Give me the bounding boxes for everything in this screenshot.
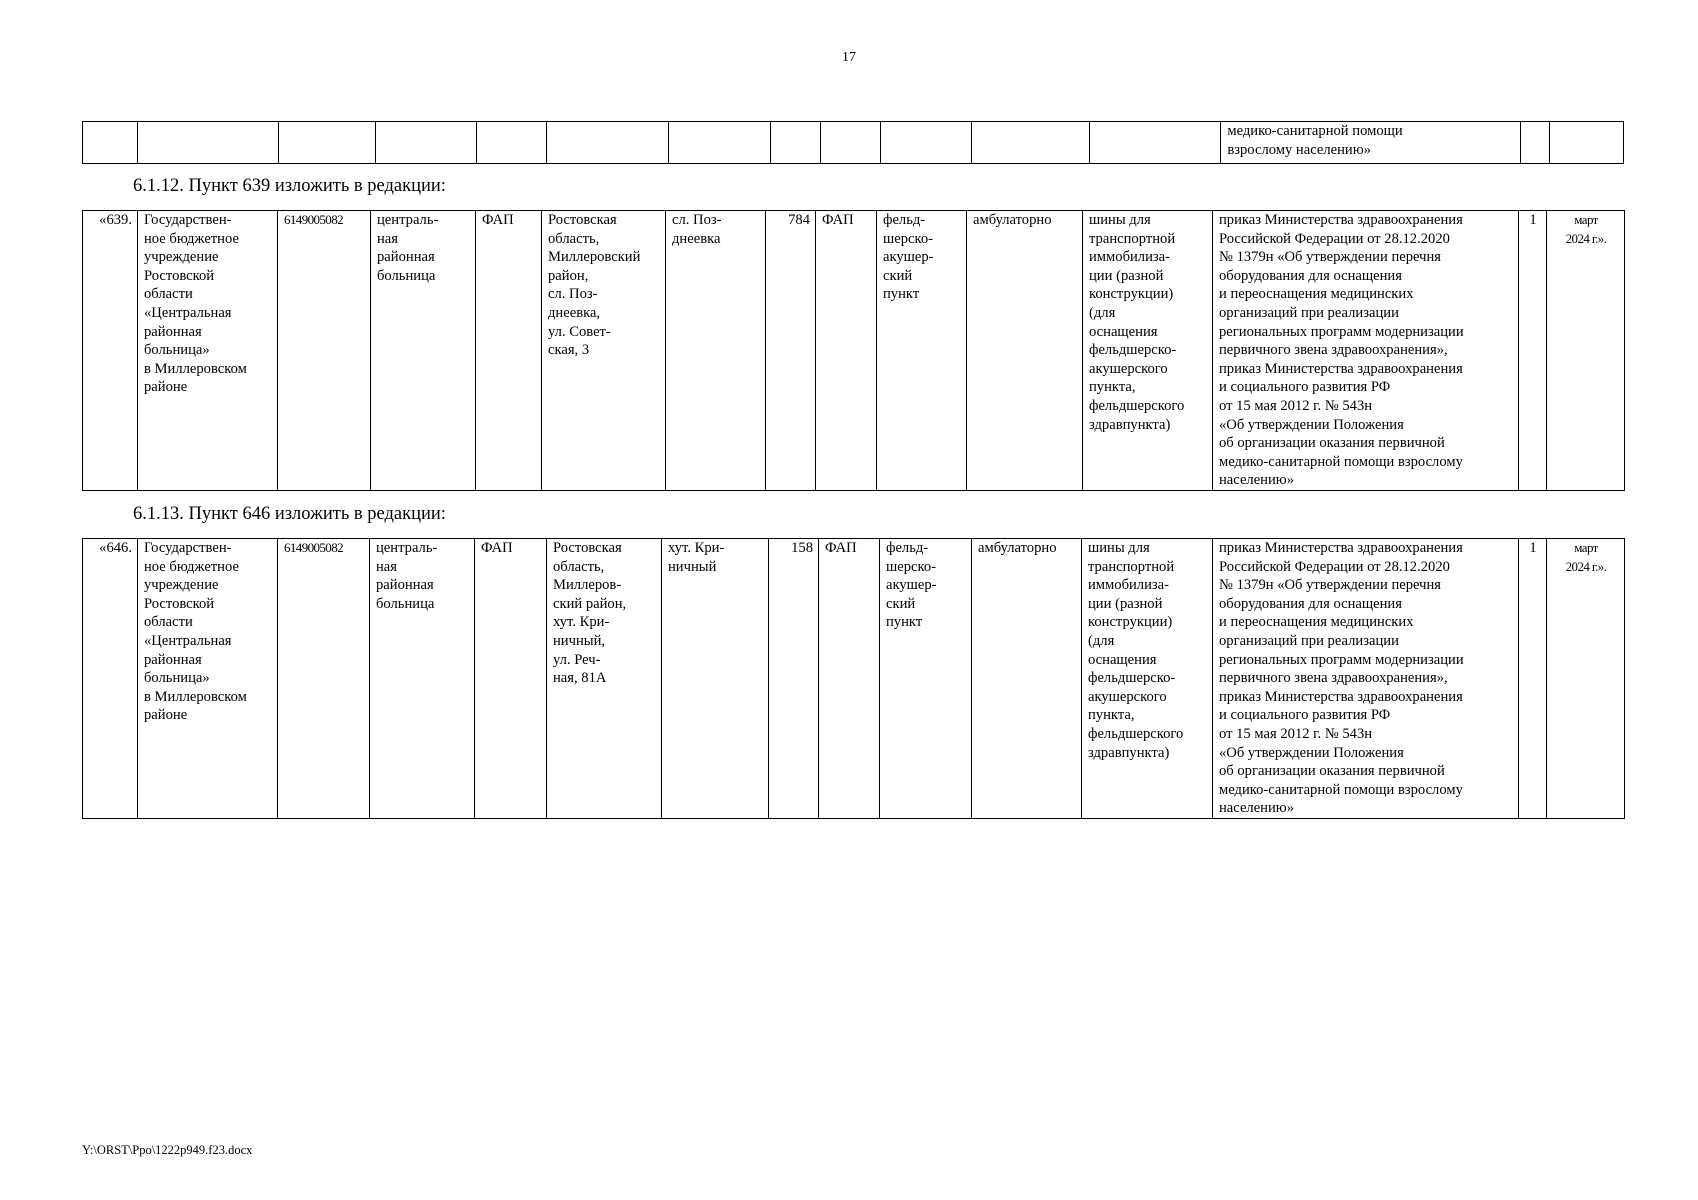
deadline: март 2024 г.». xyxy=(1565,540,1607,574)
page-number: 17 xyxy=(842,50,856,65)
organization-type: централь- ная районная больница xyxy=(377,212,439,284)
population: 158 xyxy=(791,540,813,556)
unit-type: ФАП xyxy=(482,212,514,228)
address: Ростовская область, Миллеров- ский район, хут. Кри- ничный, ул. Реч- ная, 81А xyxy=(553,540,627,687)
settlement: хут. Кри- ничный xyxy=(668,540,725,575)
table-row xyxy=(83,211,1625,491)
table-row xyxy=(83,122,1624,164)
section-heading-639: 6.1.12. Пункт 639 изложить в редакции: xyxy=(133,176,446,196)
legal-basis: приказ Министерства здравоохранения Российской Федерации от 28.12.2020 № 1379н «Об утверждении перечня оборудования для оснащения и переоснащения медицинских организаций при реализации региональных программ модернизации первичного звена здравоохранения», приказ Министерства здравоохранения и социального развития РФ от 15 мая 2012 г. № 543н «Об утверждении Положения об организации оказания первичной медико-санитарной помощи взрослому населению» xyxy=(1219,212,1464,489)
legal-basis-cell: медико-санитарной помощи взрослому населению» xyxy=(1227,123,1403,158)
care-form: амбулаторно xyxy=(973,212,1052,228)
inn-value: 6149005082 xyxy=(284,540,344,555)
section-heading-646: 6.1.13. Пункт 646 изложить в редакции: xyxy=(133,504,446,524)
address: Ростовская область, Миллеровский район, сл. Поз- днеевка, ул. Совет- ская, 3 xyxy=(548,212,641,359)
footer-file-path: Y:\ORST\Ppo\1222p949.f23.docx xyxy=(82,1143,253,1157)
unit-type: ФАП xyxy=(481,540,513,556)
unit-full-name: фельд- шерско- акушер- ский пункт xyxy=(886,540,937,631)
item-number: «646. xyxy=(99,540,132,556)
top-table-continuation xyxy=(82,121,1624,164)
deadline: март 2024 г.». xyxy=(1565,212,1607,246)
settlement: сл. Поз- днеевка xyxy=(672,212,722,247)
quantity: 1 xyxy=(1529,212,1537,228)
table-item-639 xyxy=(82,210,1625,491)
unit-short: ФАП xyxy=(825,540,857,556)
quantity: 1 xyxy=(1529,540,1537,556)
unit-short: ФАП xyxy=(822,212,854,228)
organization-name: Государствен- ное бюджетное учреждение Ростовской области «Центральная районная больница» в Миллеровском районе xyxy=(144,212,247,396)
population: 784 xyxy=(788,212,810,228)
equipment: шины для транспортной иммобилиза- ции (разной конструкции) (для оснащения фельдшерско- акушерского пункта, фельдшерского здравпункта) xyxy=(1089,212,1185,433)
unit-full-name: фельд- шерско- акушер- ский пункт xyxy=(883,212,934,303)
care-form: амбулаторно xyxy=(978,540,1057,556)
item-number: «639. xyxy=(99,212,132,228)
table-item-646 xyxy=(82,538,1625,819)
table-row xyxy=(83,539,1625,819)
organization-name: Государствен- ное бюджетное учреждение Ростовской области «Центральная районная больница» в Миллеровском районе xyxy=(144,540,247,724)
equipment: шины для транспортной иммобилиза- ции (разной конструкции) (для оснащения фельдшерско- акушерского пункта, фельдшерского здравпункта) xyxy=(1088,540,1184,761)
organization-type: централь- ная районная больница xyxy=(376,540,438,612)
inn-value: 6149005082 xyxy=(284,212,344,227)
legal-basis: приказ Министерства здравоохранения Российской Федерации от 28.12.2020 № 1379н «Об утверждении перечня оборудования для оснащения и переоснащения медицинских организаций при реализации региональных программ модернизации первичного звена здравоохранения», приказ Министерства здравоохранения и социального развития РФ от 15 мая 2012 г. № 543н «Об утверждении Положения об организации оказания первичной медико-санитарной помощи взрослому населению» xyxy=(1219,540,1464,817)
